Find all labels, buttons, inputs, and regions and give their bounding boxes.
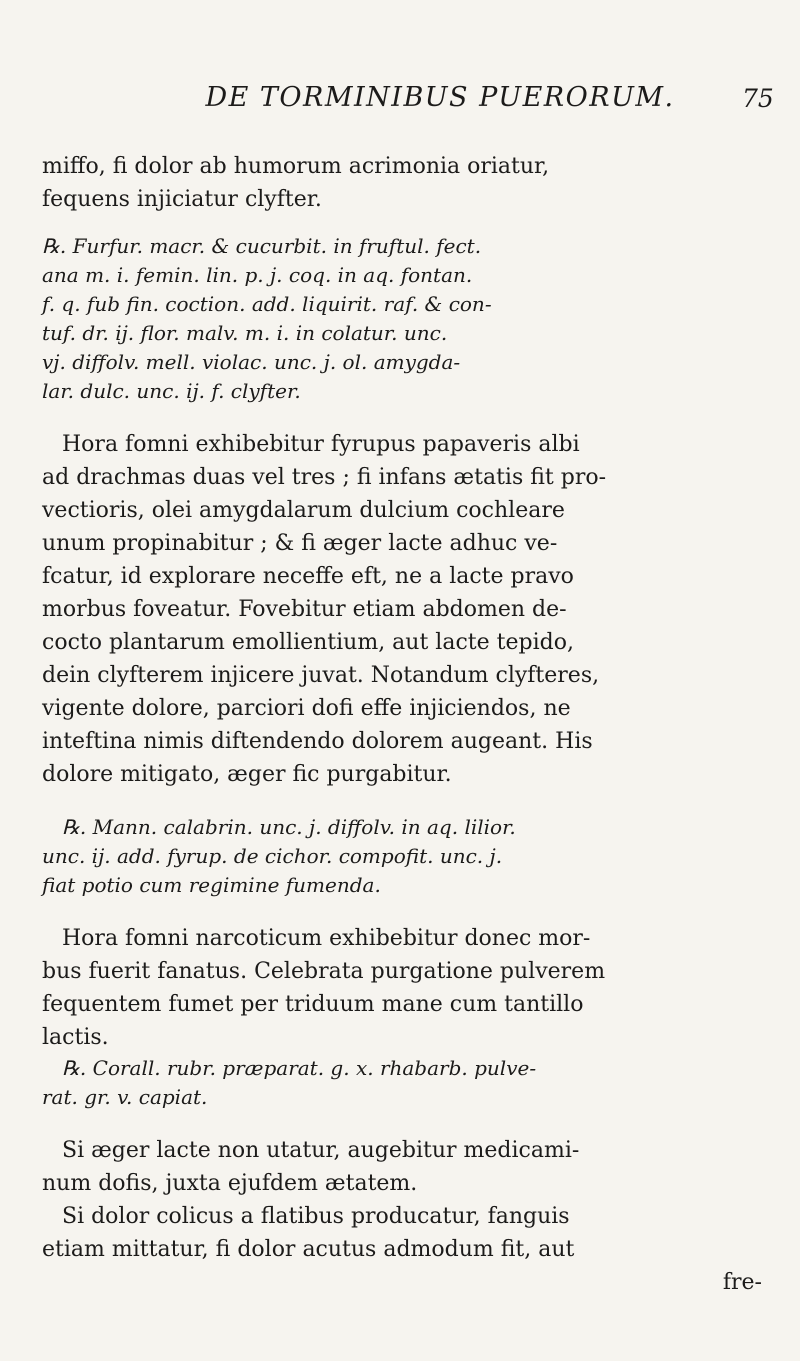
- prescription-block: [42, 232, 762, 406]
- prescription-line: ℞. Furfur. macr. & cucurbit. in fruftul. fect.: [42, 234, 482, 258]
- prescription-line: tuf. dr. ij. flor. malv. m. i. in colatur. unc.: [42, 321, 448, 345]
- prescription-line: ℞. Corall. rubr. præparat. g. x. rhabarb. pulve-: [62, 1056, 537, 1080]
- text-line: Si dolor colicus a flatibus producatur, fanguis: [62, 1204, 570, 1229]
- paragraph: [42, 1134, 762, 1200]
- prescription-block: [42, 1054, 762, 1112]
- prescription-line: lar. dulc. unc. ij. f. clyfter.: [42, 379, 301, 403]
- paragraph: [42, 922, 762, 1054]
- text-line: fequentem fumet per triduum mane cum tantillo: [42, 992, 584, 1017]
- text-line: unum propinabitur ; & fi æger lacte adhuc ve-: [42, 531, 558, 556]
- prescription-line: vj. diffolv. mell. violac. unc. j. ol. amygda-: [42, 350, 461, 374]
- text-line: morbus foveatur. Fovebitur etiam abdomen de-: [42, 597, 567, 622]
- prescription-block: [42, 813, 762, 900]
- prescription-line: ana m. i. femin. lin. p. j. coq. in aq. fontan.: [42, 263, 473, 287]
- text-line: lactis.: [42, 1025, 109, 1050]
- text-line: ad drachmas duas vel tres ; fi infans ætatis fit pro-: [42, 465, 607, 490]
- text-line: etiam mittatur, fi dolor acutus admodum fit, aut: [42, 1237, 575, 1262]
- text-line: Hora fomni exhibebitur fyrupus papaveris albi: [62, 432, 580, 457]
- running-title: DE TORMINIBUS PUERORUM.: [205, 82, 675, 113]
- body-text: [42, 150, 762, 1299]
- catchword: fre-: [722, 1270, 762, 1295]
- text-line: dein clyfterem injicere juvat. Notandum clyfteres,: [42, 663, 600, 688]
- text-line: miffo, fi dolor ab humorum acrimonia oriatur,: [42, 154, 550, 179]
- prescription-line: fiat potio cum regimine fumenda.: [42, 873, 381, 897]
- text-line: fcatur, id explorare neceffe eft, ne a lacte pravo: [42, 564, 574, 589]
- prescription-line: unc. ij. add. fyrup. de cichor. compofit. unc. j.: [42, 844, 503, 868]
- prescription-line: ℞. Mann. calabrin. unc. j. diffolv. in aq. lilior.: [62, 815, 516, 839]
- prescription-line: rat. gr. v. capiat.: [42, 1085, 208, 1109]
- paragraph: [42, 1200, 762, 1299]
- text-line: bus fuerit fanatus. Celebrata purgatione pulverem: [42, 959, 606, 984]
- text-line: inteftina nimis diftendendo dolorem augeant. His: [42, 729, 593, 754]
- page-number: 75: [742, 84, 774, 113]
- prescription-line: f. q. fub fin. coction. add. liquirit. raf. & con-: [42, 292, 492, 316]
- text-line: num dofis, juxta ejufdem ætatem.: [42, 1171, 418, 1196]
- text-line: vectioris, olei amygdalarum dulcium cochleare: [42, 498, 565, 523]
- text-line: fequens injiciatur clyfter.: [42, 187, 322, 212]
- paragraph: [42, 428, 762, 791]
- text-line: Hora fomni narcoticum exhibebitur donec mor-: [62, 926, 591, 951]
- text-line: dolore mitigato, æger fic purgabitur.: [42, 762, 452, 787]
- text-line: cocto plantarum emollientium, aut lacte tepido,: [42, 630, 574, 655]
- text-line: vigente dolore, parciori dofi effe injiciendos, ne: [42, 696, 571, 721]
- text-line: Si æger lacte non utatur, augebitur medicami-: [62, 1138, 580, 1163]
